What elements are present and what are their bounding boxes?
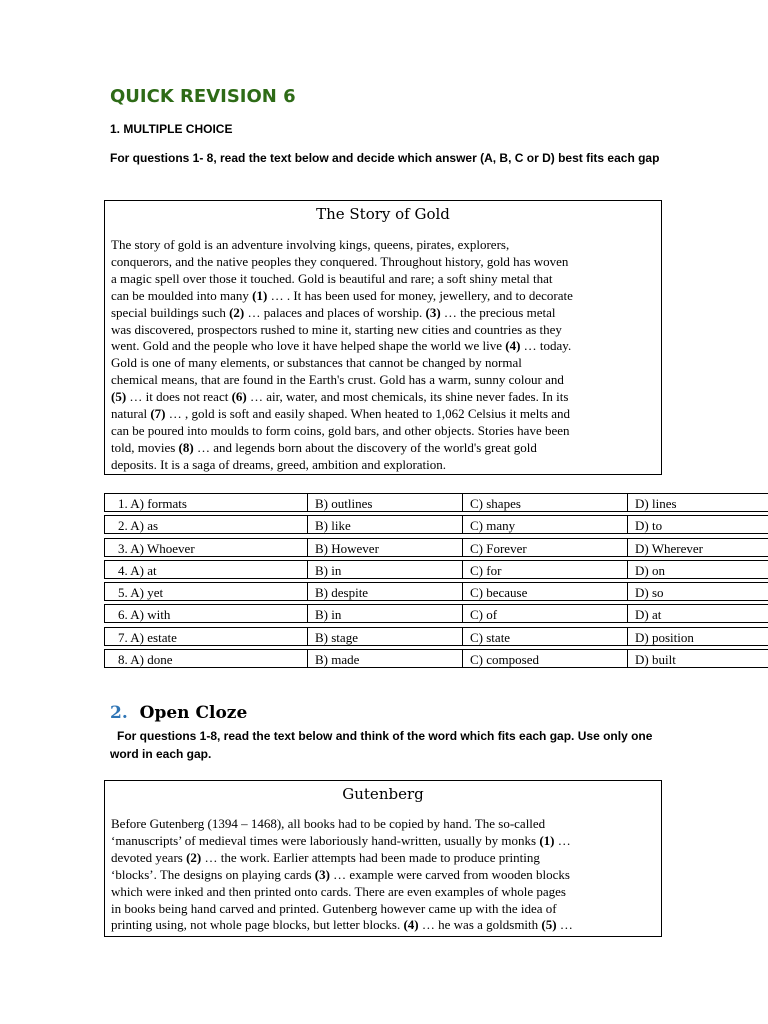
gap-number: (3)	[425, 304, 441, 320]
choice-option-c: C) of	[462, 604, 628, 623]
choice-option-c: C) for	[462, 560, 628, 579]
choice-option-c: C) many	[462, 515, 628, 534]
section2-instruction	[110, 727, 670, 763]
choice-option-a: 1. A) formats	[104, 493, 308, 512]
gap-number: (1)	[252, 287, 268, 303]
gap-number: (4)	[505, 338, 521, 354]
page-title: QUICK REVISION 6	[110, 86, 296, 107]
passage-segment: The story of gold is an adventure involving kings, queens, pirates, explorers, conquerors, and the native peoples they conquered. Throughout history, gold has woven a magic spell over those it touched. Gold is beautiful and rare; a soft shiny metal that can be moulded into many	[111, 237, 569, 303]
passage-segment: … . It has been used for money, jewellery, and to decorate special buildings such	[111, 287, 573, 320]
gold-passage-title: The Story of Gold	[316, 205, 450, 223]
choice-option-b: B) outlines	[307, 493, 463, 512]
choice-option-b: B) despite	[307, 582, 463, 601]
gap-number: (5)	[541, 917, 557, 933]
gap-number: (2)	[229, 304, 245, 320]
choice-option-b: B) stage	[307, 627, 463, 646]
choice-option-a: 2. A) as	[104, 515, 308, 534]
gap-number: (3)	[314, 866, 330, 882]
passage-segment: … he was a goldsmith	[418, 917, 542, 933]
gap-number: (5)	[111, 389, 127, 405]
choice-option-b: B) However	[307, 538, 463, 557]
choice-option-d: D) on	[627, 560, 768, 579]
choice-option-d: D) at	[627, 604, 768, 623]
choice-option-d: D) Wherever	[627, 538, 768, 557]
gutenberg-passage-title: Gutenberg	[342, 785, 424, 803]
gap-number: (2)	[186, 849, 202, 865]
passage-segment: … devoted years	[111, 832, 571, 865]
choice-option-b: B) in	[307, 560, 463, 579]
choice-option-d: D) so	[627, 582, 768, 601]
gold-passage-text	[111, 237, 657, 474]
choice-option-b: B) in	[307, 604, 463, 623]
choice-option-d: D) position	[627, 627, 768, 646]
choice-option-a: 3. A) Whoever	[104, 538, 308, 557]
passage-segment: … palaces and places of worship.	[244, 304, 426, 320]
choice-option-d: D) to	[627, 515, 768, 534]
choice-option-a: 6. A) with	[104, 604, 308, 623]
gutenberg-passage-box	[104, 780, 662, 937]
passage-segment: … and legends born about the discovery of the world's great gold deposits. It is a saga of dreams, greed, ambition and exploration.	[111, 439, 537, 472]
gap-number: (7)	[150, 406, 166, 422]
passage-segment: … air, water, and most chemicals, its shine never fades. In its natural	[111, 389, 569, 422]
passage-segment: … today. Gold is one of many elements, or substances that cannot be changed by normal chemical means, that are found in the Earth's crust. Gold has a warm, sunny colour and	[111, 338, 572, 388]
section2-heading	[110, 703, 247, 723]
section2-instruction-text: For questions 1-8, read the text below and think of the word which fits each gap. Use only one word in each gap.	[110, 729, 653, 761]
choice-option-d: D) built	[627, 649, 768, 668]
passage-segment: … example were carved from wooden blocks which were inked and then printed onto cards. There are even examples of whole pages in books being hand carved and printed. Gutenberg however came up with the idea of printing using, not whole page blocks, but letter blocks.	[111, 866, 570, 933]
section1-instruction: For questions 1- 8, read the text below and decide which answer (A, B, C or D) best fits each gap	[110, 151, 660, 165]
passage-segment: … the precious metal was discovered, prospectors rushed to mine it, starting new cities and countries as they went. Gold and the people who love it have helped shape the world we live	[111, 304, 562, 354]
section2-number: 2.	[110, 703, 128, 723]
choice-option-a: 4. A) at	[104, 560, 308, 579]
passage-segment: … the work. Earlier attempts had been made to produce printing ‘blocks’. The designs on playing cards	[111, 849, 540, 882]
choice-option-a: 8. A) done	[104, 649, 308, 668]
gold-passage-box	[104, 200, 662, 475]
choice-option-b: B) made	[307, 649, 463, 668]
choice-option-c: C) because	[462, 582, 628, 601]
gutenberg-passage-text	[111, 816, 657, 934]
passage-segment: … , gold is soft and easily shaped. When heated to 1,062 Celsius it melts and can be poured into moulds to form coins, gold bars, and other objects. Stories have been told, movies	[111, 406, 571, 455]
choice-option-d: D) lines	[627, 493, 768, 512]
choice-option-b: B) like	[307, 515, 463, 534]
gap-number: (6)	[231, 389, 247, 405]
choice-option-a: 5. A) yet	[104, 582, 308, 601]
gap-number: (4)	[403, 917, 419, 933]
choice-option-a: 7. A) estate	[104, 627, 308, 646]
choice-option-c: C) shapes	[462, 493, 628, 512]
section1-title: 1. MULTIPLE CHOICE	[110, 122, 233, 136]
passage-segment: Before Gutenberg (1394 – 1468), all books had to be copied by hand. The so-called ‘manuscripts’ of medieval times were laboriously hand-written, usually by monks	[111, 816, 546, 848]
choice-option-c: C) composed	[462, 649, 628, 668]
section2-title: Open Cloze	[139, 703, 248, 723]
gap-number: (1)	[539, 832, 555, 848]
gap-number: (8)	[178, 439, 194, 455]
choice-option-c: C) state	[462, 627, 628, 646]
passage-segment: … it does not react	[126, 389, 232, 405]
passage-segment: …	[556, 917, 573, 933]
choice-option-c: C) Forever	[462, 538, 628, 557]
